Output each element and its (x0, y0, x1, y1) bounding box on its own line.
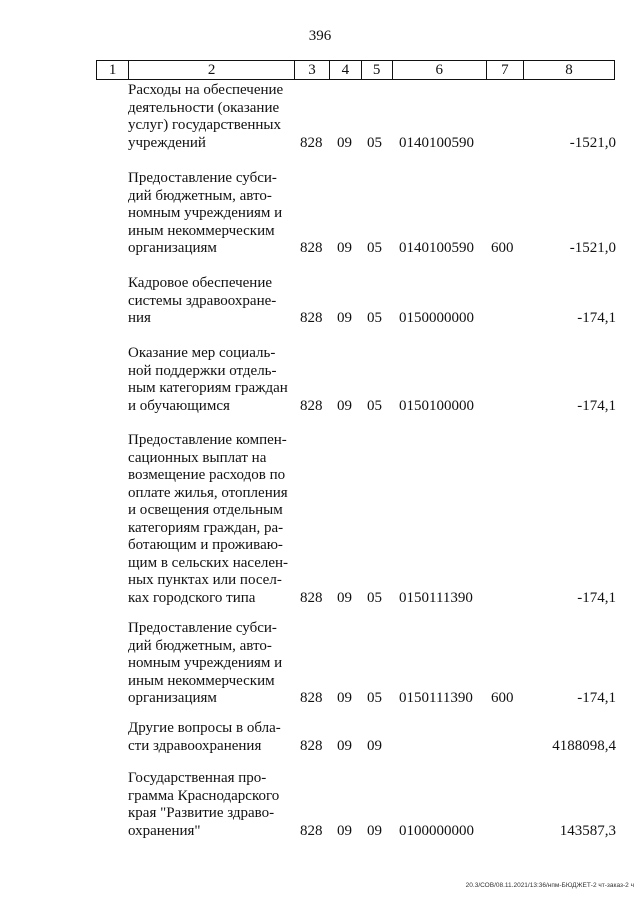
row-name-line: Расходы на обеспечение (128, 82, 284, 98)
row-name-line: Другие вопросы в обла- (128, 720, 281, 736)
row-name-line: Кадровое обеспечение (128, 275, 273, 291)
row-name-line: Государственная про- (128, 770, 267, 786)
cell-c7: 600 (491, 690, 514, 706)
cell-c8: -1521,0 (569, 134, 616, 151)
row-name (128, 345, 293, 415)
table-row (0, 432, 640, 607)
cell-c8: -174,1 (577, 690, 616, 706)
row-name-line: иным некоммерческим (128, 222, 275, 239)
table-row (0, 720, 640, 755)
row-name-line: услуг) государственных (128, 117, 281, 133)
col-header-8: 8 (524, 61, 615, 80)
row-name-line: организациям (128, 690, 217, 706)
table-row (0, 275, 640, 328)
cell-c8: -174,1 (577, 310, 616, 326)
row-name-line: ния (128, 310, 151, 326)
row-name-line: сационных выплат на (128, 449, 267, 466)
row-name-line: ной поддержки отдель- (128, 362, 277, 379)
row-name-line: номным учреждениям и (128, 205, 283, 221)
table-row (0, 82, 640, 152)
row-name-line: ных пунктах или посел- (128, 572, 282, 588)
row-name-line: Предоставление субси- (128, 170, 277, 186)
row-name (128, 620, 293, 708)
cell-c7: 600 (491, 240, 514, 256)
cell-c5: 05 (367, 397, 382, 414)
row-name-line: организациям (128, 240, 217, 256)
cell-c6: 0150000000 (399, 310, 474, 326)
row-name-line: категориям граждан, ра- (128, 519, 284, 536)
row-name-line: охранения" (128, 822, 201, 839)
cell-c5: 09 (367, 737, 382, 754)
row-name-line: Предоставление субси- (128, 620, 277, 636)
cell-c6: 0150100000 (399, 397, 474, 414)
row-name-line: ках городского типа (128, 589, 256, 606)
row-name-line: сти здравоохранения (128, 737, 262, 754)
row-name-line: Предоставление компен- (128, 432, 287, 448)
cell-c4: 09 (337, 134, 352, 151)
cell-c5: 05 (367, 589, 382, 606)
cell-c3: 828 (300, 240, 323, 256)
row-name-line: края "Развитие здраво- (128, 805, 275, 821)
cell-c8: 4188098,4 (552, 737, 616, 754)
cell-c4: 09 (337, 240, 352, 256)
row-name-line: учреждений (128, 134, 206, 151)
cell-c5: 05 (367, 134, 382, 151)
row-name-line: Оказание мер социаль- (128, 345, 276, 361)
row-name-line: дий бюджетным, авто- (128, 637, 272, 654)
cell-c6: 0150111390 (399, 690, 473, 706)
row-name-line: щим в сельских населен- (128, 554, 289, 571)
cell-c5: 05 (367, 240, 382, 256)
table-row (0, 170, 640, 258)
cell-c3: 828 (300, 737, 323, 754)
row-name (128, 770, 293, 840)
row-name-line: и обучающимся (128, 397, 230, 414)
col-header-2: 2 (129, 61, 295, 80)
cell-c3: 828 (300, 134, 323, 151)
cell-c4: 09 (337, 737, 352, 754)
cell-c5: 05 (367, 310, 382, 326)
col-header-6: 6 (392, 61, 486, 80)
cell-c6: 0150111390 (399, 589, 473, 606)
row-name-line: иным некоммерческим (128, 672, 275, 689)
row-name-line: грамма Краснодарского (128, 787, 280, 804)
cell-c3: 828 (300, 589, 323, 606)
page-number: 396 (308, 28, 332, 44)
cell-c3: 828 (300, 397, 323, 414)
cell-c8: 143587,3 (559, 822, 616, 839)
col-header-1: 1 (97, 61, 129, 80)
row-name-line: и освещения отдельным (128, 502, 283, 518)
cell-c4: 09 (337, 310, 352, 326)
row-name-line: дий бюджетным, авто- (128, 187, 272, 204)
table-row (0, 770, 640, 840)
cell-c6: 0140100590 (399, 134, 474, 151)
col-header-5: 5 (361, 61, 392, 80)
cell-c3: 828 (300, 690, 323, 706)
table-row (0, 620, 640, 708)
cell-c3: 828 (300, 310, 323, 326)
cell-c5: 05 (367, 690, 382, 706)
cell-c4: 09 (337, 822, 352, 839)
column-header-row (96, 60, 615, 80)
row-name (128, 432, 293, 607)
row-name-line: оплате жилья, отопления (128, 484, 288, 501)
col-header-3: 3 (294, 61, 329, 80)
cell-c8: -174,1 (577, 397, 616, 414)
row-name-line: системы здравоохране- (128, 292, 277, 309)
col-header-7: 7 (486, 61, 523, 80)
cell-c4: 09 (337, 397, 352, 414)
row-name-line: номным учреждениям и (128, 655, 283, 671)
row-name (128, 275, 293, 328)
cell-c4: 09 (337, 589, 352, 606)
row-name-line: возмещение расходов по (128, 467, 286, 483)
cell-c3: 828 (300, 822, 323, 839)
row-name (128, 720, 293, 755)
cell-c6: 0140100590 (399, 240, 474, 256)
row-name-line: ботающим и проживаю- (128, 537, 283, 553)
cell-c4: 09 (337, 690, 352, 706)
cell-c8: -174,1 (577, 589, 616, 606)
col-header-4: 4 (330, 61, 361, 80)
row-name (128, 82, 293, 152)
row-name-line: деятельности (оказание (128, 99, 280, 116)
cell-c8: -1521,0 (569, 240, 616, 256)
cell-c6: 0100000000 (399, 822, 474, 839)
row-name-line: ным категориям граждан (128, 380, 288, 396)
footer-stamp: 20.3/СОВ/08.11.2021/13:36/нпм-БЮДЖЕТ-2 чт-заказ-2 ч (465, 882, 634, 889)
cell-c5: 09 (367, 822, 382, 839)
table-row (0, 345, 640, 415)
row-name (128, 170, 293, 258)
